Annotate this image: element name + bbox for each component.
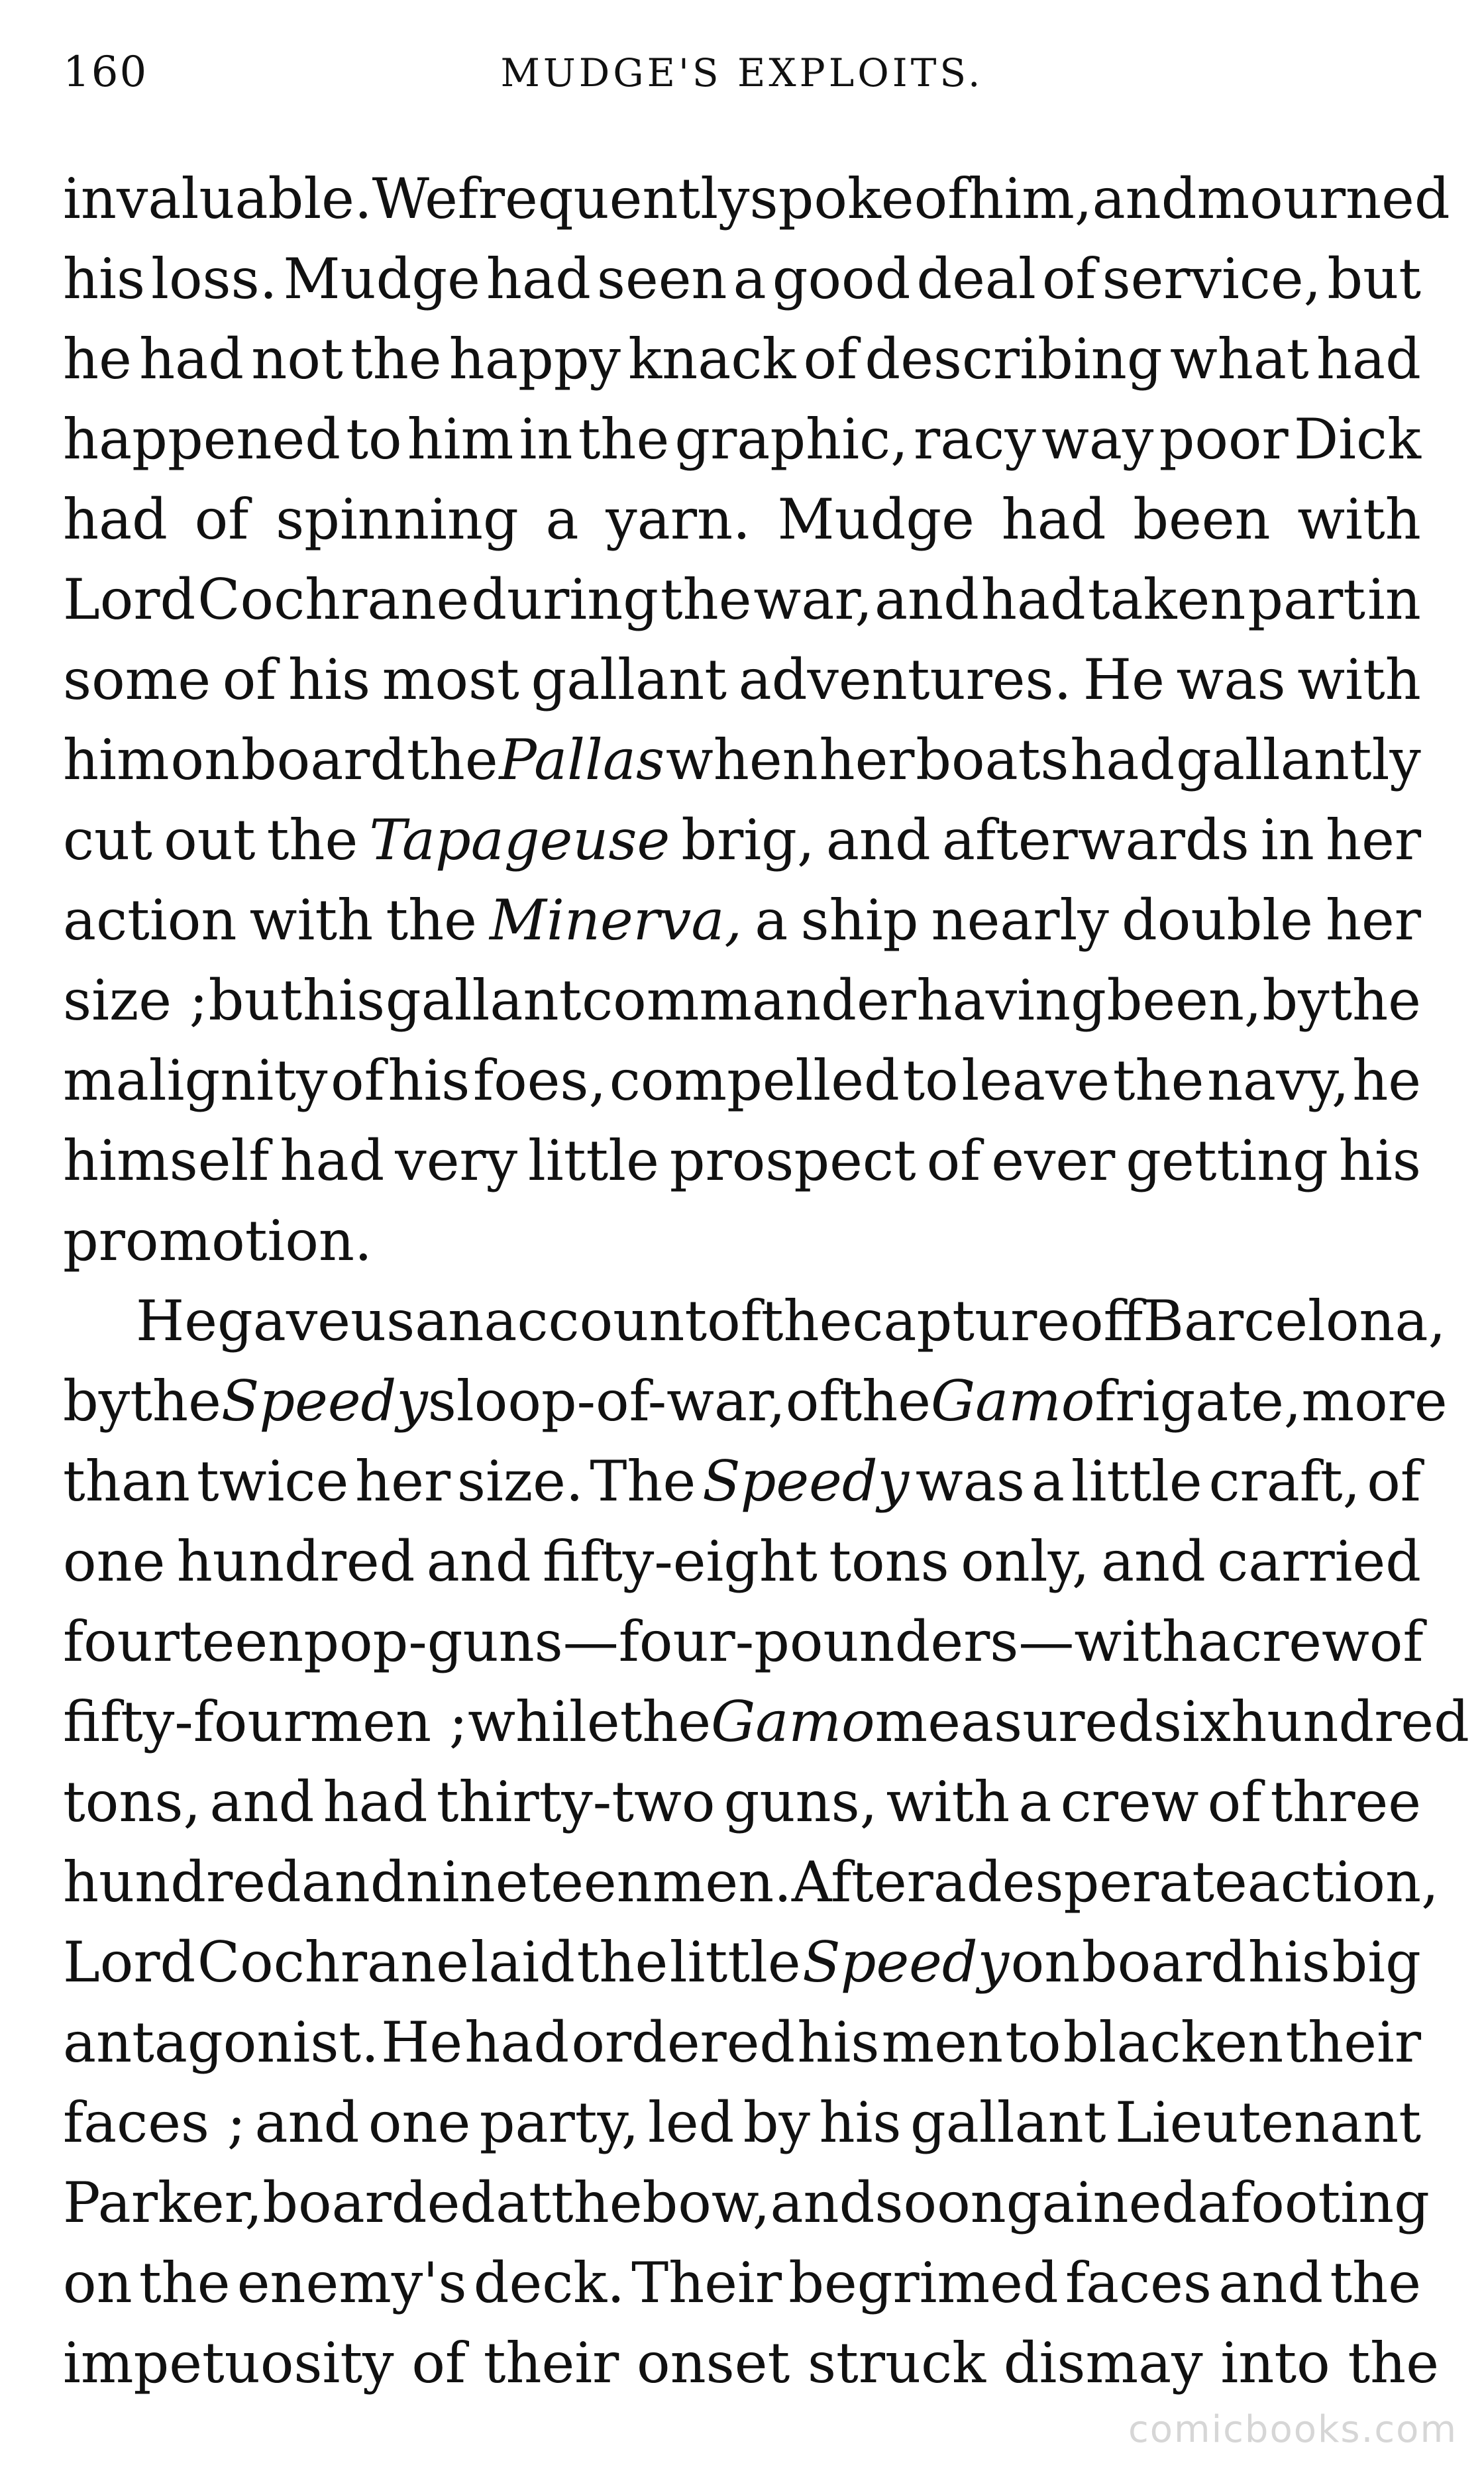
text-line [63, 1842, 1439, 1922]
text-line [63, 1922, 1421, 2003]
text-line [63, 800, 1421, 880]
word: knack [628, 327, 796, 392]
word: Minerva, [490, 888, 743, 953]
word: gave [217, 1288, 350, 1353]
word: frigate, [1094, 1369, 1302, 1434]
text-line [63, 961, 1421, 1041]
word: a [933, 1850, 967, 1915]
word: had [1001, 487, 1106, 552]
word: and [301, 1850, 406, 1915]
word: had [464, 2010, 570, 2075]
word: double [1122, 888, 1313, 953]
word: of [803, 327, 858, 392]
word: He [381, 2010, 463, 2075]
word: action [63, 888, 237, 953]
word: Lieutenant [1114, 2090, 1421, 2155]
word: him [63, 727, 170, 792]
paragraph-1 [63, 159, 1450, 1281]
word: his [797, 2010, 880, 2075]
word: nearly [931, 888, 1109, 953]
text-line [63, 1442, 1421, 1522]
word: had [980, 567, 1086, 632]
word: ship [800, 888, 919, 953]
word: his [819, 2090, 902, 2155]
word: antagonist. [63, 2010, 379, 2075]
text-line [63, 239, 1421, 319]
word: pop-guns—four-pounders—with [303, 1609, 1198, 1674]
running-title: MUDGE'S EXPLOITS. [500, 50, 984, 95]
word: at [496, 2170, 551, 2235]
word: a [1018, 1769, 1052, 1834]
word: board [240, 727, 406, 792]
word: cut [63, 808, 152, 872]
word: the [1330, 2250, 1421, 2315]
word: a [755, 888, 788, 953]
word: on [1010, 1930, 1081, 1995]
page-header [63, 48, 1421, 114]
word: Speedy [802, 1930, 1010, 1995]
word: Cochrane [197, 1930, 469, 1995]
word: We [372, 166, 458, 231]
word: war, [753, 567, 873, 632]
word: than [63, 1449, 191, 1514]
text-line [63, 1602, 1424, 1682]
word: to [346, 407, 402, 472]
word: navy, [1206, 1048, 1350, 1113]
word: yarn. [606, 487, 751, 552]
text-line [63, 880, 1421, 961]
word: her [819, 727, 915, 792]
word: in [1367, 567, 1421, 632]
word: of [707, 1288, 761, 1353]
text-line [63, 2083, 1421, 2163]
word: thirty-two [436, 1769, 716, 1834]
word: of [1207, 1769, 1262, 1834]
word: Their [631, 2250, 782, 2315]
word: gallant [910, 2090, 1106, 2155]
text-line [63, 159, 1450, 239]
word: little [527, 1128, 659, 1193]
word: capture [852, 1288, 1070, 1353]
word: the [660, 567, 752, 632]
word: mourned [1196, 166, 1450, 231]
word: had [323, 1769, 428, 1834]
word: led [647, 2090, 735, 2155]
word: enemy's [237, 2250, 467, 2315]
word: and [770, 2170, 875, 2235]
word: and [426, 1529, 531, 1594]
word: more [1301, 1369, 1448, 1434]
word: frequently [457, 166, 750, 231]
word: struck [807, 2331, 986, 2395]
word: Barcelona, [1143, 1288, 1446, 1353]
word: party, [479, 2090, 639, 2155]
word: with [249, 888, 374, 953]
word: deck. [473, 2250, 625, 2315]
word: poor [1159, 407, 1289, 472]
word: only, [961, 1529, 1090, 1594]
word: their [1285, 2010, 1421, 2075]
word: racy [914, 407, 1036, 472]
word: an [415, 1288, 484, 1353]
word: afterwards [941, 808, 1249, 872]
word: and [874, 567, 979, 632]
word: of [926, 1128, 981, 1193]
word: little [669, 1930, 801, 1995]
word: Gamo [930, 1369, 1095, 1434]
word: and [209, 1769, 315, 1834]
word: the [386, 888, 477, 953]
word: Gamo [711, 1689, 875, 1754]
word: by [743, 2090, 811, 2155]
word: been [1133, 487, 1271, 552]
word: of [1369, 1609, 1424, 1674]
word: off [1069, 1288, 1143, 1353]
word: way [1041, 407, 1154, 472]
word: size ; [63, 968, 208, 1033]
body-text [63, 159, 1469, 2403]
word: her [1325, 888, 1421, 953]
word: ordered [571, 2010, 796, 2075]
word: boats [916, 727, 1069, 792]
word: had [63, 487, 168, 552]
word: his [288, 647, 371, 712]
word: nineteen [405, 1850, 653, 1915]
word: while [468, 1689, 620, 1754]
word: the [1112, 1048, 1204, 1113]
word: fifty-eight [543, 1529, 818, 1594]
text-line [63, 1361, 1448, 1442]
word: onset [637, 2331, 790, 2395]
word: himself [63, 1128, 270, 1193]
text-line [63, 1121, 1421, 1201]
word: and [1092, 166, 1197, 231]
word: and [825, 808, 931, 872]
word: when [665, 727, 818, 792]
word: had [280, 1128, 385, 1193]
word: some [63, 647, 211, 712]
word: sloop-of-war, [427, 1369, 786, 1434]
word: gallantly [1176, 727, 1421, 792]
word: the [130, 1369, 221, 1434]
word: but [1327, 246, 1421, 311]
word: the [578, 407, 670, 472]
word: of [914, 166, 969, 231]
word: He [136, 1288, 217, 1353]
word: brig, [681, 808, 815, 872]
word: on [63, 2250, 132, 2315]
word: having [916, 968, 1106, 1033]
word: Cochrane [197, 567, 470, 632]
word: compelled [609, 1048, 900, 1113]
word: foes, [473, 1048, 607, 1113]
word: taken [1087, 567, 1246, 632]
word: not [251, 327, 343, 392]
word: good [772, 246, 911, 311]
word: of [194, 487, 249, 552]
word: a [545, 487, 579, 552]
word: guns, [723, 1769, 878, 1834]
word: very [395, 1128, 518, 1193]
word: a [1031, 1449, 1065, 1514]
word: graphic, [674, 407, 908, 472]
word: begrimed [788, 2250, 1059, 2315]
word: the [576, 1930, 668, 1995]
word: dismay [1003, 2331, 1203, 2395]
word: tons, [63, 1769, 201, 1834]
word: size. [456, 1449, 584, 1514]
word: fifty-four [63, 1689, 310, 1754]
word: crew [1060, 1769, 1199, 1834]
word: him, [968, 166, 1092, 231]
word: service, [1102, 246, 1322, 311]
word: had [1070, 727, 1175, 792]
word: a [1198, 1609, 1232, 1674]
word: the [839, 1369, 931, 1434]
word: boarded [262, 2170, 496, 2235]
word: to [1005, 2010, 1061, 2075]
word: malignity [63, 1048, 328, 1113]
word: gallant [385, 968, 582, 1033]
text-line [63, 1201, 1421, 1281]
word: of [411, 2331, 466, 2395]
word: Pallas [499, 727, 665, 792]
word: loss. [151, 246, 278, 311]
word: Lord [63, 1930, 196, 1995]
text-line [63, 1762, 1421, 1842]
word: prospect [669, 1128, 916, 1193]
word: with [1297, 647, 1421, 712]
word: her [1326, 808, 1421, 872]
word: one [63, 1529, 166, 1594]
word: soon [874, 2170, 1006, 2235]
word: to [902, 1048, 959, 1113]
word: by [1262, 968, 1330, 1033]
word: Speedy [221, 1369, 428, 1434]
word: one [368, 2090, 471, 2155]
word: promotion. [63, 1208, 372, 1273]
word: been, [1106, 968, 1262, 1033]
word: spinning [276, 487, 519, 552]
word: desperate [966, 1850, 1247, 1915]
word: their [483, 2331, 619, 2395]
word: with [886, 1769, 1010, 1834]
word: three [1270, 1769, 1421, 1834]
word: with [1297, 487, 1421, 552]
word: Parker, [63, 2170, 263, 2235]
word: ever [991, 1128, 1116, 1193]
word: happened [63, 407, 341, 472]
text-line [63, 480, 1421, 560]
word: his [63, 246, 146, 311]
word: during [471, 567, 659, 632]
word: The [590, 1449, 696, 1514]
word: men. [652, 1850, 792, 1915]
word: his [388, 1048, 470, 1113]
word: little [1071, 1449, 1202, 1514]
word: crew [1231, 1609, 1369, 1674]
text-line [63, 2003, 1421, 2083]
text-line [63, 640, 1421, 720]
word: adventures. [738, 647, 1072, 712]
word: Speedy [702, 1449, 910, 1514]
word: big [1332, 1930, 1421, 1995]
word: his [1338, 1128, 1421, 1193]
word: He [1083, 647, 1165, 712]
word: most [382, 647, 519, 712]
word: gallant [531, 647, 727, 712]
word: Lord [63, 567, 196, 632]
text-line [63, 2323, 1439, 2403]
word: the [266, 808, 358, 872]
word: action, [1247, 1850, 1439, 1915]
word: hundred [63, 1850, 301, 1915]
word: Mudge [777, 487, 975, 552]
word: craft, [1208, 1449, 1361, 1514]
word: the [1348, 2331, 1439, 2395]
word: he [63, 327, 132, 392]
word: was [915, 1449, 1025, 1514]
word: happy [449, 327, 621, 392]
word: getting [1126, 1128, 1328, 1193]
word: of [785, 1369, 840, 1434]
word: twice [196, 1449, 349, 1514]
word: was [1176, 647, 1286, 712]
word: the [551, 2170, 643, 2235]
word: commander [582, 968, 916, 1033]
word: faces [1065, 2250, 1212, 2315]
text-line [63, 399, 1421, 480]
word: board [1081, 1930, 1247, 1995]
word: into [1220, 2331, 1330, 2395]
word: carried [1217, 1529, 1421, 1594]
word: him [407, 407, 514, 472]
word: on [170, 727, 240, 792]
word: what [1169, 327, 1309, 392]
word: After [791, 1850, 933, 1915]
word: hundred [176, 1529, 415, 1594]
word: of [1367, 1449, 1421, 1514]
word: of [222, 647, 277, 712]
word: but [208, 968, 303, 1033]
word: tons [829, 1529, 949, 1594]
word: account [484, 1288, 708, 1353]
word: in [519, 407, 573, 472]
text-line [63, 319, 1421, 399]
word: her [355, 1449, 451, 1514]
text-line [63, 1281, 1446, 1361]
watermark: comicbooks.com [1128, 2408, 1458, 2451]
word: a [733, 246, 767, 311]
word: had [486, 246, 591, 311]
word: blacken [1063, 2010, 1284, 2075]
text-line [63, 1522, 1421, 1602]
word: a [1197, 2170, 1231, 2235]
word: Dick [1293, 407, 1421, 472]
word: leave [961, 1048, 1110, 1113]
word: Tapageuse [369, 808, 670, 872]
page-number: 160 [63, 48, 148, 97]
word: had [1316, 327, 1421, 392]
word: footing [1230, 2170, 1430, 2235]
word: faces ; [63, 2090, 246, 2155]
word: he [1352, 1048, 1421, 1113]
word: his [1247, 1930, 1330, 1995]
word: had [139, 327, 244, 392]
word: part [1247, 567, 1365, 632]
word: six [1153, 1689, 1232, 1754]
word: his [303, 968, 386, 1033]
text-line [63, 720, 1421, 800]
word: the [407, 727, 498, 792]
word: in [1260, 808, 1314, 872]
text-line [63, 1041, 1421, 1121]
word: seen [596, 246, 727, 311]
word: us [350, 1288, 415, 1353]
word: gained [1006, 2170, 1198, 2235]
word: measured [874, 1689, 1153, 1754]
word: and [1100, 1529, 1206, 1594]
word: men [881, 2010, 1004, 2075]
word: Mudge [283, 246, 480, 311]
word: invaluable. [63, 166, 372, 231]
word: by [63, 1369, 131, 1434]
text-line [63, 560, 1421, 640]
word: the [619, 1689, 712, 1754]
word: of [331, 1048, 385, 1113]
word: out [164, 808, 256, 872]
word: bow, [642, 2170, 770, 2235]
word: deal [916, 246, 1036, 311]
word: men ; [309, 1689, 468, 1754]
word: the [138, 2250, 231, 2315]
text-line [63, 1682, 1469, 1762]
text-line [63, 2163, 1430, 2243]
word: the [1330, 968, 1421, 1033]
word: fourteen [63, 1609, 304, 1674]
word: impetuosity [63, 2331, 394, 2395]
word: the [761, 1288, 853, 1353]
word: of [1041, 246, 1096, 311]
word: spoke [749, 166, 914, 231]
word: the [350, 327, 442, 392]
word: and [1218, 2250, 1324, 2315]
word: laid [470, 1930, 576, 1995]
word: describing [865, 327, 1163, 392]
text-line [63, 2243, 1421, 2323]
paragraph-2 [63, 1281, 1469, 2403]
word: and [254, 2090, 360, 2155]
word: hundred [1231, 1689, 1469, 1754]
